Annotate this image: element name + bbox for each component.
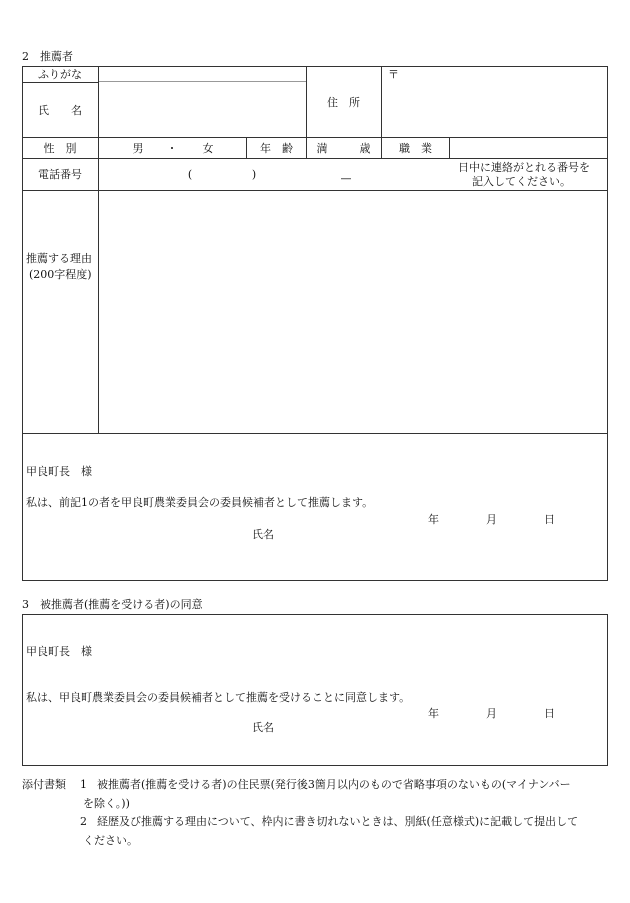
consent-date-month: 月 [486, 707, 497, 720]
phone-dash: — [340, 171, 352, 185]
phone-note-line2: 記入してください。 [472, 175, 571, 188]
consent-date-day: 日 [544, 707, 555, 720]
address-field[interactable] [382, 66, 607, 137]
postal-mark: 〒 [388, 68, 399, 81]
age-prefix: 満 [316, 141, 328, 155]
consent-box [22, 614, 608, 766]
section3-title: 3 被推薦者(推薦を受ける者)の同意 [22, 598, 203, 611]
consent-addressee: 甲良町長 様 [26, 645, 92, 658]
gender-separator: ・ [166, 141, 178, 155]
occupation-label: 職 業 [399, 141, 432, 155]
phone-open-paren: ( [187, 167, 193, 181]
attachment-2-number: 2 [80, 815, 87, 828]
consent-signature-field[interactable] [280, 717, 540, 735]
consent-date-year: 年 [428, 707, 439, 720]
reason-sublabel: (200字程度) [29, 268, 92, 281]
recommender-date-day: 日 [544, 513, 555, 526]
attachment-1-line2: を除く。)) [83, 797, 130, 810]
age-label: 年 齢 [260, 141, 293, 155]
age-suffix: 歳 [359, 141, 371, 155]
occupation-field[interactable] [450, 138, 607, 158]
consent-statement: 私は、甲良町農業委員会の委員候補者として推薦を受けることに同意します。 [26, 691, 411, 704]
name-field[interactable] [99, 82, 306, 137]
consent-signature-label: 氏名 [252, 721, 274, 734]
reason-label: 推薦する理由 [26, 252, 92, 265]
furigana-label: ふりがな [38, 68, 82, 81]
recommender-statement: 私は、前記1の者を甲良町農業委員会の委員候補者として推薦します。 [26, 496, 374, 509]
attachment-2-line2: ください。 [83, 834, 138, 847]
phone-field[interactable] [99, 159, 429, 190]
gender-label: 性 別 [43, 141, 77, 155]
furigana-field[interactable] [99, 66, 306, 81]
phone-close-paren: ) [251, 167, 257, 181]
attachment-1-line1: 被推薦者(推薦を受ける者)の住民票(発行後3箇月以内のもので省略事項のないもの(マイナンバー [97, 778, 571, 791]
phone-label: 電話番号 [38, 168, 82, 181]
recommender-signature-field[interactable] [280, 524, 540, 542]
gender-male-option[interactable]: 男 [132, 141, 144, 155]
recommender-date-month: 月 [486, 513, 497, 526]
name-label: 氏 名 [38, 104, 82, 117]
reason-textarea[interactable] [99, 191, 607, 433]
address-label: 住 所 [327, 95, 360, 109]
age-field[interactable] [336, 139, 356, 156]
recommender-signature-label: 氏名 [252, 528, 274, 541]
attachments-label: 添付書類 [22, 778, 66, 791]
recommender-date-year: 年 [428, 513, 439, 526]
phone-note-line1: 日中に連絡がとれる番号を [458, 161, 590, 174]
attachment-2-line1: 経歴及び推薦する理由について、枠内に書き切れないときは、別紙(任意様式)に記載して提出して [97, 815, 579, 828]
attachment-1-number: 1 [80, 778, 87, 791]
gender-female-option[interactable]: 女 [202, 141, 214, 155]
recommender-addressee: 甲良町長 様 [26, 465, 92, 478]
section2-title: 2 推薦者 [22, 50, 73, 63]
